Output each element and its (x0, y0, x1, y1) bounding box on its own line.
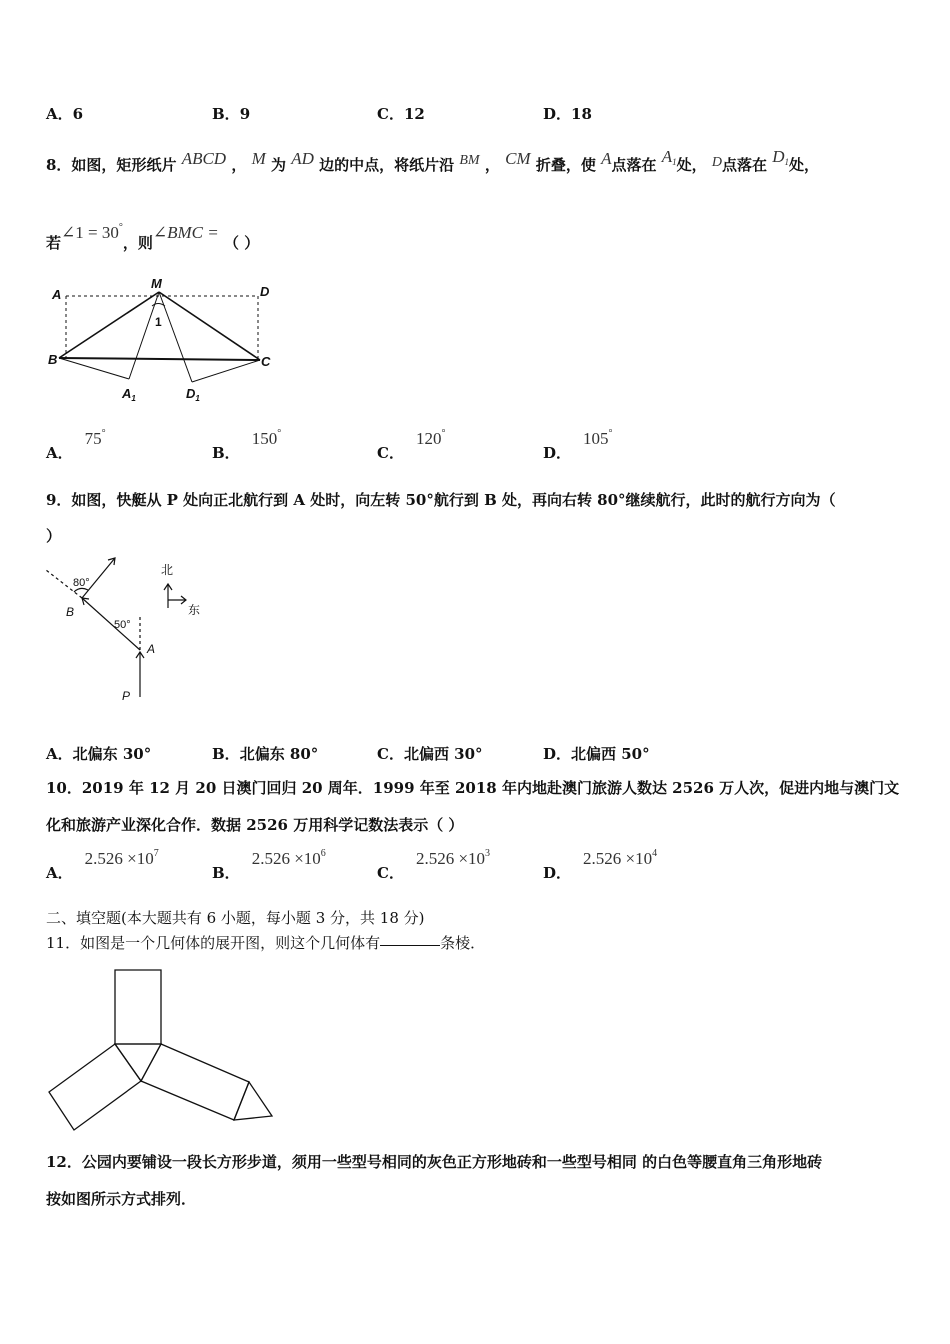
q8-option-a: A．75° (46, 428, 106, 462)
label-point-a: A (147, 642, 156, 656)
q8-rectangle-fold-figure (44, 276, 284, 406)
q11-answer-blank (380, 944, 440, 946)
q9-option-c: C．北偏西 30° (377, 745, 483, 763)
edge-a1-m (129, 292, 159, 379)
label-d1: $D_1$ (186, 386, 200, 403)
q9-question-line1: 9．如图，快艇从 P 处向正北航行到 A 处时，向左转 50°航行到 B 处，再向右转 80°继续航行，此时的航行方向为（ (46, 491, 836, 509)
label-angle-1: 1 (155, 315, 162, 329)
q11-question: 11．如图是一个几何体的展开图，则这个几何体有 条棱． (46, 934, 486, 952)
label-angle-50: 50° (114, 619, 131, 631)
q9-option-b: B．北偏东 80° (212, 745, 319, 763)
label-point-p: P (122, 689, 131, 703)
label-a1: $A_1$ (122, 386, 136, 403)
q10-option-c: C．$2.526 \times 10^3$ (377, 848, 491, 882)
q8-option-c: C．120° (377, 428, 446, 462)
q8-question-line1: 8．如图，矩形纸片 ABCD ， M 为 AD 边的中点，将纸片沿 BM ， CM 折叠，使 A点落在 $A_1$处， D点落在 $D_1$处， (46, 147, 820, 174)
q10-question-line1: 10．2019 年 12 月 20 日澳门回归 20 周年．1999 年至 2018 年内地赴澳门旅游人数达 2526 万人次，促进内地与澳门文 (46, 779, 900, 797)
section-heading-fill-in: 二、填空题(本大题共有 6 小题，每小题 3 分，共 18 分) (46, 909, 425, 927)
q7-option-a: A．6 (46, 105, 84, 123)
net-left-rectangle (49, 1044, 141, 1130)
net-top-rectangle (115, 970, 161, 1044)
label-b: B (48, 352, 58, 367)
label-a: A (52, 287, 62, 302)
q10-question-line2: 化和旅游产业深化合作．数据 2526 万用科学记数法表示（ ） (46, 816, 464, 834)
label-m: M (151, 276, 162, 291)
q7-option-d: D．18 (543, 105, 592, 123)
q8-option-d: D．105° (543, 428, 613, 462)
q8-question-line2: 若∠1 = 30°，则∠BMC = （ ） (46, 222, 260, 252)
compass-label-east: 东 (188, 603, 201, 617)
net-center-triangle (115, 1044, 161, 1081)
net-right-rectangle (141, 1044, 249, 1120)
q9-navigation-figure (40, 552, 220, 712)
label-angle-80: 80° (73, 577, 90, 589)
edge-b-a1 (59, 358, 129, 379)
label-c: C (261, 354, 271, 369)
q9-option-d: D．北偏西 50° (543, 745, 650, 763)
q9-question-line2: ） (46, 527, 62, 545)
q10-option-d: D．$2.526 \times 10^4$ (543, 848, 658, 882)
q10-option-a: A．$2.526 \times 10^7$ (46, 848, 159, 882)
edge-bc (59, 358, 260, 360)
q8-option-b: B．150° (212, 428, 282, 462)
q10-option-b: B．$2.526 \times 10^6$ (212, 848, 326, 882)
label-point-b: B (66, 605, 75, 619)
path-a-to-b (82, 598, 140, 650)
compass-label-north: 北 (161, 563, 174, 577)
q9-option-a: A．北偏东 30° (46, 745, 152, 763)
q7-option-c: C．12 (377, 105, 425, 123)
net-end-triangle (234, 1082, 272, 1120)
label-d: D (260, 284, 270, 299)
fold-line-bm (59, 292, 159, 358)
q7-option-b: B．9 (212, 105, 251, 123)
q11-prism-net-figure (44, 964, 279, 1134)
q12-question-line2: 按如图所示方式排列． (46, 1190, 197, 1208)
q12-question-line1: 12．公园内要铺设一段长方形步道，须用一些型号相同的灰色正方形地砖和一些型号相同 的白色等腰直角三角形地砖 (46, 1153, 823, 1171)
edge-d1-c (192, 360, 260, 382)
fold-line-cm (159, 292, 260, 360)
